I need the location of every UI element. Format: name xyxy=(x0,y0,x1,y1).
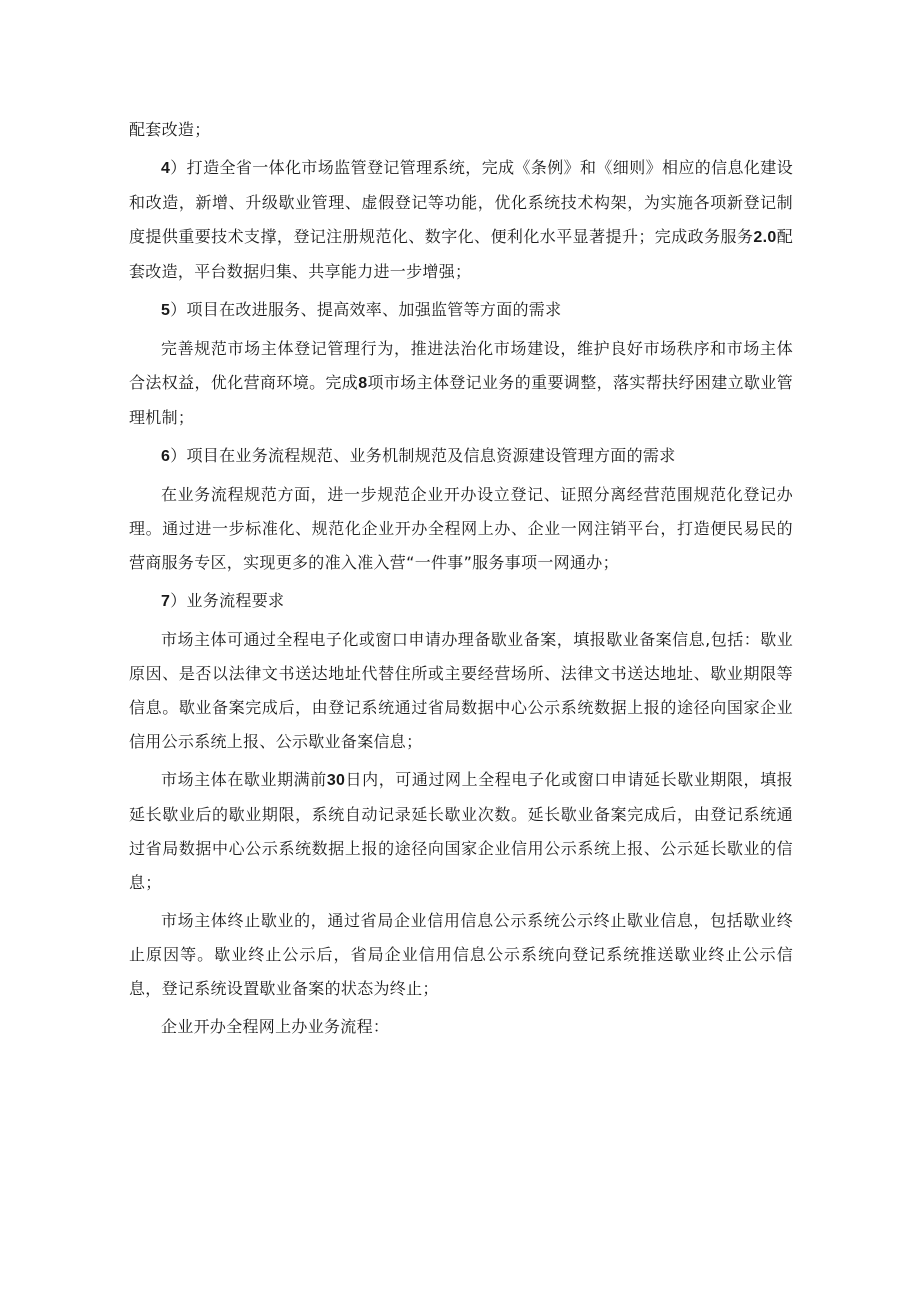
item-number-6: 6 xyxy=(161,448,171,465)
paragraph-7 xyxy=(129,584,793,619)
paragraph-4-tail: 项市场主体登记业务的重要调整，落实帮扶纾困建立歇业管理机制； xyxy=(129,373,793,427)
paragraph-10-text: 市场主体终止歇业的，通过省局企业信用信息公示系统公示终止歇业信息，包括歇业终止原因等。歇业终止公示后，省局企业信用信息公示系统向登记系统推送歇业终止公示信息，登记系统设置歇业备案的状态为终止； xyxy=(129,911,793,998)
paragraph-6 xyxy=(129,478,793,580)
paragraph-1-text: 配套改造； xyxy=(129,120,211,139)
paragraph-4-bold: 8 xyxy=(358,375,368,392)
paragraph-5 xyxy=(129,439,793,474)
item-number-4: 4 xyxy=(161,160,171,177)
item-number-5: 5 xyxy=(161,302,171,319)
paragraph-1 xyxy=(129,113,793,147)
paragraph-7-text: ）业务流程要求 xyxy=(170,591,285,610)
paragraph-5-text: ）项目在业务流程规范、业务机制规范及信息资源建设管理方面的需求 xyxy=(170,446,676,465)
paragraph-8 xyxy=(129,623,793,759)
paragraph-9-tail: 日内，可通过网上全程电子化或窗口申请延长歇业期限，填报延长歇业后的歇业期限，系统自动记录延长歇业次数。延长歇业备案完成后，由登记系统通过省局数据中心公示系统数据上报的途径向国家企业信用公示系统上报、公示延长歇业的信息； xyxy=(129,770,793,892)
paragraph-11-text: 企业开办全程网上办业务流程： xyxy=(161,1017,390,1036)
document-body xyxy=(129,113,793,1044)
paragraph-2-text: ）打造全省一体化市场监管登记管理系统，完成《条例》和《细则》相应的信息化建设和改造，新增、升级歇业管理、虚假登记等功能，优化系统技术构架，为实施各项新登记制度提供重要技术支撑，登记注册规范化、数字化、便利化水平显著提升；完成政务服务 xyxy=(129,158,793,246)
paragraph-9-head: 市场主体在歇业期满前 xyxy=(161,770,327,789)
paragraph-4-text: 完善规范市场主体登记管理行为，推进法治化市场建设，维护良好市场秩序和市场主体合法权益，优化营商环境。完成 xyxy=(129,339,793,392)
paragraph-3 xyxy=(129,293,793,328)
paragraph-3-text: ）项目在改进服务、提高效率、加强监管等方面的需求 xyxy=(170,300,562,319)
paragraph-2-tail: 配套改造，平台数据归集、共享能力进一步增强； xyxy=(129,227,793,281)
paragraph-11 xyxy=(129,1010,793,1044)
paragraph-2 xyxy=(129,151,793,289)
paragraph-4 xyxy=(129,332,793,435)
paragraph-10 xyxy=(129,904,793,1006)
paragraph-6-text: 在业务流程规范方面，进一步规范企业开办设立登记、证照分离经营范围规范化登记办理。通过进一步标准化、规范化企业开办全程网上办、企业一网注销平台，打造便民易民的营商服务专区，实现更多的准入准入营“一件事”服务事项一网通办； xyxy=(129,485,793,572)
item-number-7: 7 xyxy=(161,593,171,610)
paragraph-8-text: 市场主体可通过全程电子化或窗口申请办理备歇业备案，填报歇业备案信息,包括：歇业原因、是否以法律文书送达地址代替住所或主要经营场所、法律文书送达地址、歇业期限等信息。歇业备案完成后，由登记系统通过省局数据中心公示系统数据上报的途径向国家企业信用公示系统上报、公示歇业备案信息； xyxy=(129,630,793,751)
paragraph-2-bold: 2.0 xyxy=(753,229,777,246)
paragraph-9 xyxy=(129,763,793,900)
paragraph-9-bold: 30 xyxy=(326,772,346,789)
